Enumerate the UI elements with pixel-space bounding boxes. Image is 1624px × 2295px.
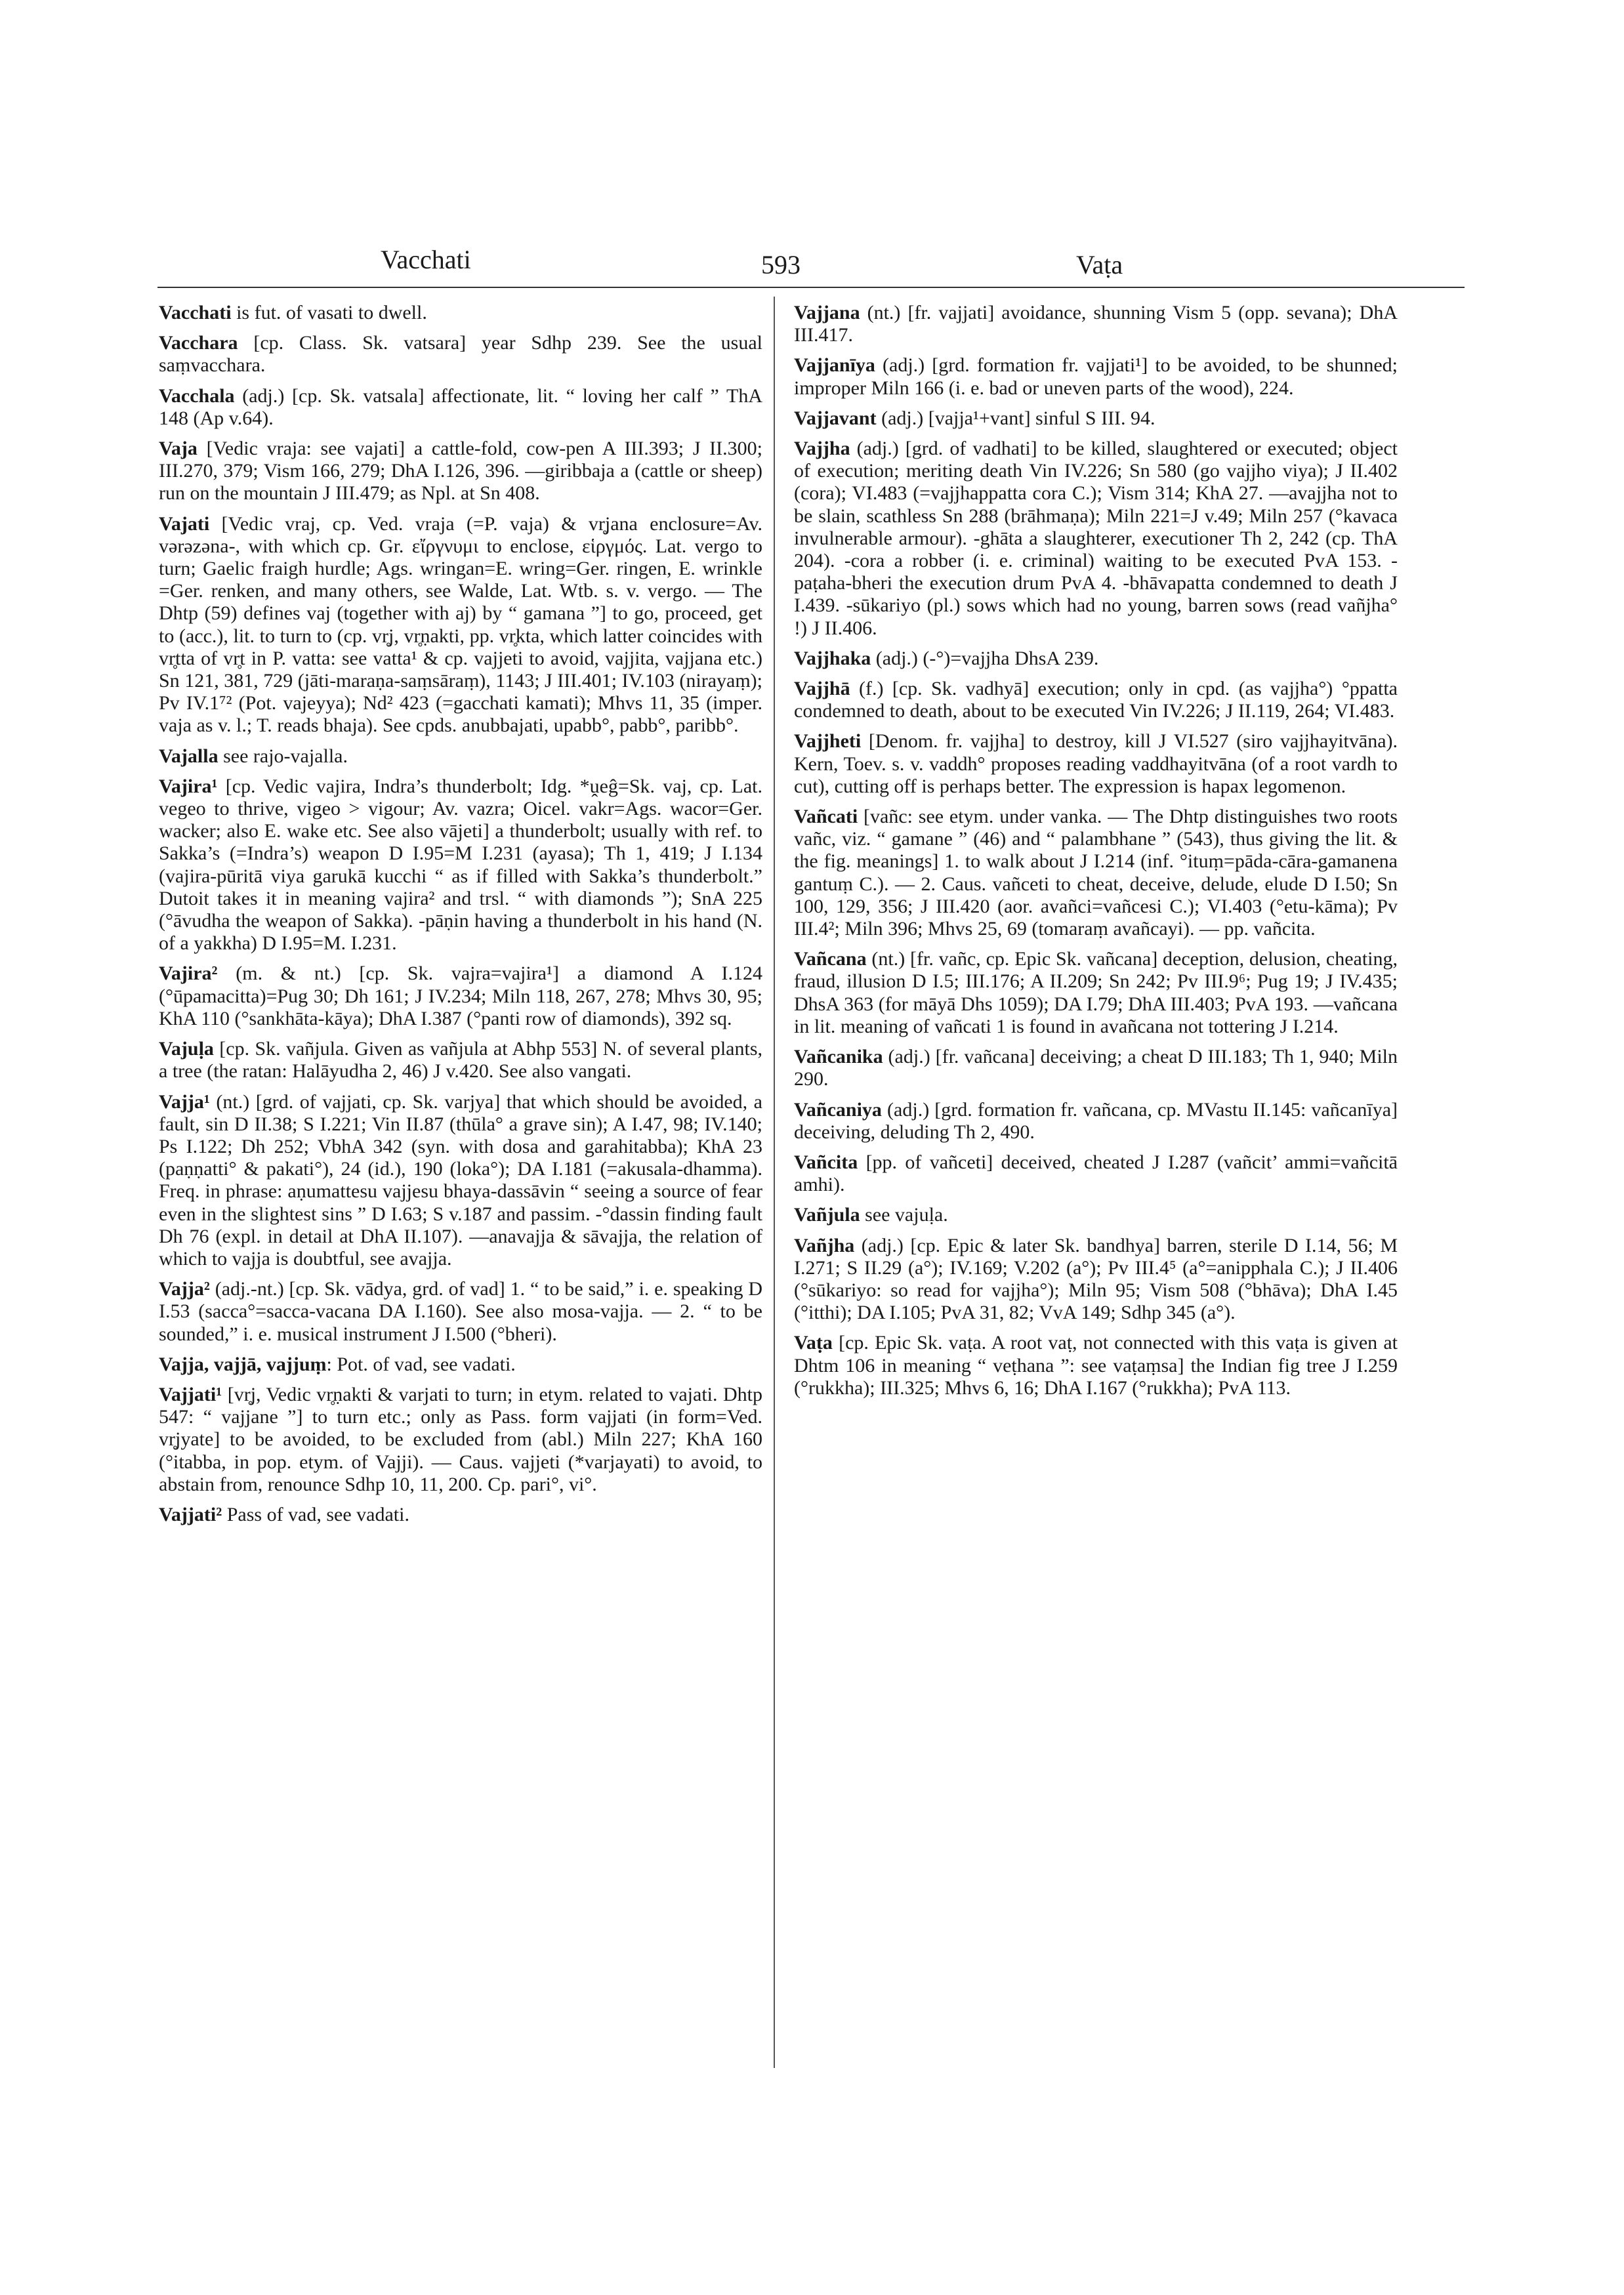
entry-text: see rajo-vajalla. (218, 745, 348, 767)
entry-text: [cp. Vedic vajira, Indra’s thunderbolt; Idg. *ṷeĝ=Sk. vaj, cp. Lat. vegeo to thrive, vigeo > vigour; Av. vazra; Oicel. vakr=Ags. wacor=Ger. wacker; also E. wake etc. See also vājeti] a thunderbolt; usually with ref. to Sakka’s (=Indra’s) weapon D I.95=M I.231 (ayasa); Th 1, 419; J I.134 (vajira-pūritā viya garukā kucchi “ as if filled with Sakka’s thunderbolt.” Dutoit takes it in meaning vajira² and trsl. “ with diamonds ”); SnA 225 (°āvudha the weapon of Sakka). -pāṇin having a thunderbolt in his hand (N. of a yakkha) D I.95=M. I.231. (159, 775, 762, 955)
dictionary-entry (159, 1091, 762, 1271)
column-divider (774, 297, 775, 2068)
entry-text: is fut. of vasati to dwell. (231, 302, 427, 323)
entry-headword: Vañcana (794, 948, 867, 970)
dictionary-entry (159, 745, 762, 768)
dictionary-entry (159, 962, 762, 1030)
entry-text: [cp. Class. Sk. vatsara] year Sdhp 239. See the usual saṃvacchara. (159, 332, 762, 377)
page-header (157, 244, 1503, 283)
entry-text: [Vedic vraja: see vajati] a cattle-fold, cow-pen A III.393; J II.300; III.270, 379; Vism 166, 279; DhA I.126, 396. —giribbaja a (cattle or sheep) run on the mountain J III.479; as Npl. at Sn 408. (159, 438, 762, 505)
entry-text: (adj.) [vajja¹+vant] sinful S III. 94. (876, 407, 1156, 429)
entry-headword: Vajati (159, 512, 210, 535)
entry-headword: Vaṭa (794, 1332, 833, 1354)
entry-headword: Vajja¹ (159, 1090, 210, 1113)
entry-headword: Vajalla (159, 745, 219, 767)
entry-text: (adj.) [grd. formation fr. vajjati¹] to be avoided, to be shunned; improper Miln 166 (i. e. bad or uneven parts of the wood), 224. (794, 354, 1398, 399)
entry-headword: Vañcati (794, 806, 858, 828)
entry-text: (adj.) [cp. Sk. vatsala] affectionate, lit. “ loving her calf ” ThA 148 (Ap v.64). (159, 384, 762, 429)
dictionary-entry (159, 385, 762, 430)
dictionary-entry (159, 1278, 762, 1346)
dictionary-entry (159, 1504, 762, 1526)
entry-headword: Vajjati² (159, 1503, 222, 1525)
entry-text: see vajuḷa. (860, 1204, 948, 1226)
dictionary-entry (794, 407, 1398, 430)
dictionary-entry (159, 1354, 762, 1376)
entry-text: [vr̥j, Vedic vr̥ṇakti & varjati to turn; in etym. related to vajati. Dhtp 547: “ vajjane ”] to turn etc.; only as Pass. form vajjati (in form=Ved. vr̥jyate] to be avoided, to be excluded from (abl.) Miln 227; KhA 160 (°itabba, in pop. etym. of Vajji). — Caus. vajjeti (*varjayati) to avoid, to abstain from, renounce Sdhp 10, 11, 200. Cp. pari°, vi°. (159, 1383, 762, 1495)
header-right-guideword: Vaṭa (1076, 250, 1123, 279)
dictionary-entry (794, 302, 1398, 346)
entry-headword: Vajira¹ (159, 775, 218, 797)
entry-headword: Vajjanīya (794, 354, 875, 377)
entry-text: : Pot. of vad, see vadati. (326, 1353, 516, 1375)
header-rule (157, 287, 1465, 288)
dictionary-entry (794, 354, 1398, 399)
entry-text: (adj.) [grd. of vadhati] to be killed, slaughtered or executed; object of execution; meriting death Vin IV.226; Sn 580 (go vajjho viya); J II.402 (cora); VI.483 (=vajjhappatta cora C.); Vism 314; KhA 27. —avajjha not to be slain, scathless Sn 288 (brāhmaṇa); Miln 221=J v.49; Miln 257 (°kavaca invulnerable armour). -ghāta a slaughterer, executioner Th 2, 242 (cp. ThA 204). -cora a robber (i. e. criminal) waiting to be executed PvA 153. -paṭaha-bheri the execution drum PvA 4. -bhāvapatta condemned to death J I.439. -sūkariyo (pl.) sows which had no young, barren sows (read vañjha° !) J II.406. (794, 438, 1398, 639)
entry-headword: Vajjati¹ (159, 1383, 222, 1405)
entry-text: [cp. Sk. vañjula. Given as vañjula at Abhp 553] N. of several plants, a tree (the ratan: Halāyudha 2, 46) J v.420. See also vangati. (159, 1038, 762, 1083)
entry-text: (adj.-nt.) [cp. Sk. vādya, grd. of vad] 1. “ to be said,” i. e. speaking D I.53 (sacca°=sacca-vacana DA I.160). See also mosa-vajja. — 2. “ to be sounded,” i. e. musical instrument J I.500 (°bheri). (159, 1278, 762, 1345)
entry-headword: Vajuḷa (159, 1038, 214, 1060)
entry-text: (m. & nt.) [cp. Sk. vajra=vajira¹] a diamond A I.124 (°ūpamacitta)=Pug 30; Dh 161; J IV.234; Miln 118, 267, 278; Mhvs 30, 95; KhA 110 (°sankhāta-kāya); DhA I.387 (°panti row of diamonds), 392 sq. (159, 962, 762, 1029)
entry-text: (adj.) (-°)=vajjha DhsA 239. (871, 647, 1099, 669)
dictionary-entry (159, 1038, 762, 1083)
entry-headword: Vacchati (159, 302, 232, 323)
entry-headword: Vaja (159, 438, 198, 460)
entry-text: [vañc: see etym. under vanka. — The Dhtp distinguishes two roots vañc, viz. “ gamane ” (46) and “ palambhane ” (543), thus giving the lit. & the fig. meanings] 1. to walk about J I.214 (inf. °ituṃ=pāda-cāra-gamanena gantuṃ C.). — 2. Caus. vañceti to cheat, deceive, delude, elude D I.50; Sn 100, 129, 356; J III.420 (aor. avañci=vañcesi C.); VI.403 (°etu-kāma); Pv III.4²; Miln 396; Mhvs 25, 69 (tomaraṃ avañcayi). — pp. vañcita. (794, 806, 1398, 940)
dictionary-entry (159, 302, 762, 324)
entry-headword: Vañcita (794, 1151, 858, 1173)
right-column (794, 302, 1398, 1407)
entry-headword: Vañjula (794, 1204, 860, 1226)
entry-text: [cp. Epic Sk. vaṭa. A root vaṭ, not connected with this vaṭa is given at Dhtm 106 in meaning “ veṭhana ”: see vaṭaṃsa] the Indian fig tree J I.259 (°rukkha); III.325; Mhvs 6, 16; DhA I.167 (°rukkha); PvA 113. (794, 1332, 1398, 1399)
entry-headword: Vajira² (159, 962, 218, 985)
entry-text: [Denom. fr. vajjha] to destroy, kill J VI.527 (siro vajjhayitvāna). Kern, Toev. s. v. vaddh° proposes reading vaddhayitvāna (of a root vardh to cut), cutting off is perhaps better. The expression is hapax legomenon. (794, 730, 1398, 797)
entry-headword: Vajjhā (794, 678, 850, 700)
entry-text: (f.) [cp. Sk. vadhyā] execution; only in cpd. (as vajjha°) °ppatta condemned to death, about to be executed Vin IV.226; J II.119, 264; VI.483. (794, 678, 1398, 722)
entry-headword: Vacchala (159, 384, 235, 407)
dictionary-entry (794, 1151, 1398, 1196)
entry-headword: Vajja² (159, 1278, 210, 1300)
dictionary-entry (794, 1046, 1398, 1090)
dictionary-entry (794, 648, 1398, 670)
entry-headword: Vajjavant (794, 407, 877, 429)
entry-text: (adj.) [cp. Epic & later Sk. bandhya] barren, sterile D I.14, 56; M I.271; S II.29 (a°); IV.169; V.202 (a°); Pv III.4⁵ (a°=anipphala C.); J II.406 (°sūkariyo: so read for vajjha°); Miln 95; Vism 508 (°bhāva); DhA I.45 (°itthi); DA I.105; PvA 31, 82; VvA 149; Sdhp 345 (a°). (794, 1234, 1398, 1324)
dictionary-entry (794, 948, 1398, 1038)
dictionary-entry (794, 1099, 1398, 1144)
dictionary-entry (794, 438, 1398, 640)
entry-headword: Vajjha (794, 438, 850, 460)
entry-headword: Vañcanika (794, 1046, 883, 1068)
entry-headword: Vacchara (159, 332, 238, 354)
page-number: 593 (761, 250, 801, 279)
dictionary-entry (794, 1235, 1398, 1325)
header-left-guideword: Vacchati (381, 245, 471, 274)
entry-headword: Vajjana (794, 302, 860, 323)
dictionary-entry (794, 1204, 1398, 1226)
entry-text: [pp. of vañceti] deceived, cheated J I.287 (vañcit’ ammi=vañcitā amhi). (794, 1151, 1398, 1196)
dictionary-entry (159, 332, 762, 377)
dictionary-entry (794, 1332, 1398, 1399)
entry-text: Pass of vad, see vadati. (222, 1503, 409, 1525)
entry-headword: Vañjha (794, 1234, 855, 1256)
dictionary-entry (794, 730, 1398, 798)
entry-text: (nt.) [fr. vajjati] avoidance, shunning Vism 5 (opp. sevana); DhA III.417. (794, 302, 1398, 346)
entry-text: (nt.) [grd. of vajjati, cp. Sk. varjya] that which should be avoided, a fault, sin D II.38; S I.221; Vin II.87 (thūla° a grave sin); A I.47, 98; IV.140; Ps I.122; Dh 252; VbhA 342 (syn. with dosa and garahitabba); KhA 23 (paṇṇatti° & pakati°), 24 (id.), 190 (loka°); DA I.181 (=akusala-dhamma). Freq. in phrase: aṇumattesu vajjesu bhaya-dassāvin “ seeing a source of fear even in the slightest sins ” D I.63; S v.187 and passim. -°dassin finding fault Dh 76 (expl. in detail at DhA II.107). —anavajja & sāvajja, the relation of which to vajja is doubtful, see avajja. (159, 1090, 762, 1270)
dictionary-entry (159, 513, 762, 737)
entry-headword: Vajjheti (794, 730, 862, 753)
dictionary-entry (159, 775, 762, 955)
entry-headword: Vañcaniya (794, 1098, 882, 1121)
dictionary-entry (794, 678, 1398, 722)
entry-headword: Vajja, vajjā, vajjuṃ (159, 1353, 327, 1375)
entry-text: (adj.) [fr. vañcana] deceiving; a cheat D III.183; Th 1, 940; Miln 290. (794, 1046, 1398, 1090)
left-column (159, 302, 762, 1534)
entry-text: (nt.) [fr. vañc, cp. Epic Sk. vañcana] deception, delusion, cheating, fraud, illusion D I.5; III.176; A II.209; Sn 242; Pv III.9⁶; Pug 19; J IV.435; DhsA 363 (for māyā Dhs 1059); DA I.79; DhA III.403; PvA 193. —vañcana in lit. meaning of vañcati 1 is found in avañcana not tottering J I.214. (794, 948, 1398, 1037)
entry-text: [Vedic vraj, cp. Ved. vraja (=P. vaja) & vr̥jana enclosure=Av. vərəzəna-, with which cp. Gr. εἴργνυμι to enclose, εἱργμός. Lat. vergo to turn; Gaelic fraigh hurdle; Ags. wringan=E. wring=Ger. ringen, E. wrinkle =Ger. renken, and many others, see Walde, Lat. Wtb. s. v. vergo. — The Dhtp (59) defines vaj (together with aj) by “ gamana ”] to go, proceed, get to (acc.), lit. to turn to (cp. vr̥j, vr̥ṇakti, pp. vr̥kta, which latter coincides with vr̥tta of vr̥t in P. vatta: see vatta¹ & cp. vajjeti to avoid, vajjita, vajjana etc.) Sn 121, 381, 729 (jāti-maraṇa-saṃsāraṃ), 1143; J III.401; IV.103 (nirayaṃ); Pv IV.1⁷² (Pot. vajeyya); Nd² 423 (=gacchati kamati); Mhvs 11, 35 (imper. vaja as v. l.; T. reads bhaja). See cpds. anubbajati, upabb°, pabb°, paribb°. (159, 512, 762, 737)
entry-headword: Vajjhaka (794, 647, 871, 669)
dictionary-entry (159, 1384, 762, 1496)
dictionary-entry (159, 438, 762, 505)
entry-text: (adj.) [grd. formation fr. vañcana, cp. MVastu II.145: vañcanīya] deceiving, deluding Th 2, 490. (794, 1098, 1398, 1143)
dictionary-entry (794, 806, 1398, 940)
